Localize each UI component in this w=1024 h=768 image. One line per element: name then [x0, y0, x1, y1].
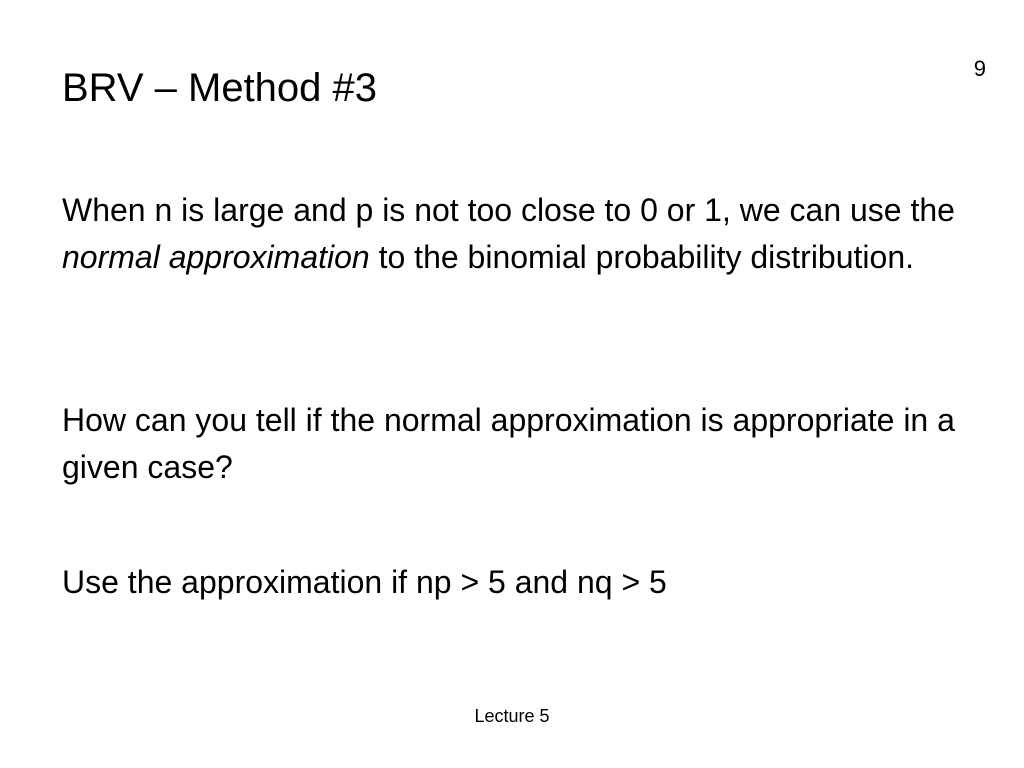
slide-footer: Lecture 5	[474, 706, 550, 726]
paragraph1-text-before: When n is large and p is not too close to 0 or 1, we can use the	[62, 192, 955, 228]
paragraph-rule: Use the approximation if np > 5 and nq > 5	[62, 564, 667, 600]
paragraph1-emphasis: normal approximation	[62, 239, 370, 275]
paragraph1-text-after: to the binomial probability distribution.	[369, 239, 914, 275]
page-number: 9	[973, 56, 986, 81]
slide-title: BRV – Method #3	[62, 66, 378, 110]
paragraph-normal-approximation	[62, 187, 972, 281]
paragraph-question: How can you tell if the normal approximation is appropriate in a given case?	[62, 402, 955, 485]
